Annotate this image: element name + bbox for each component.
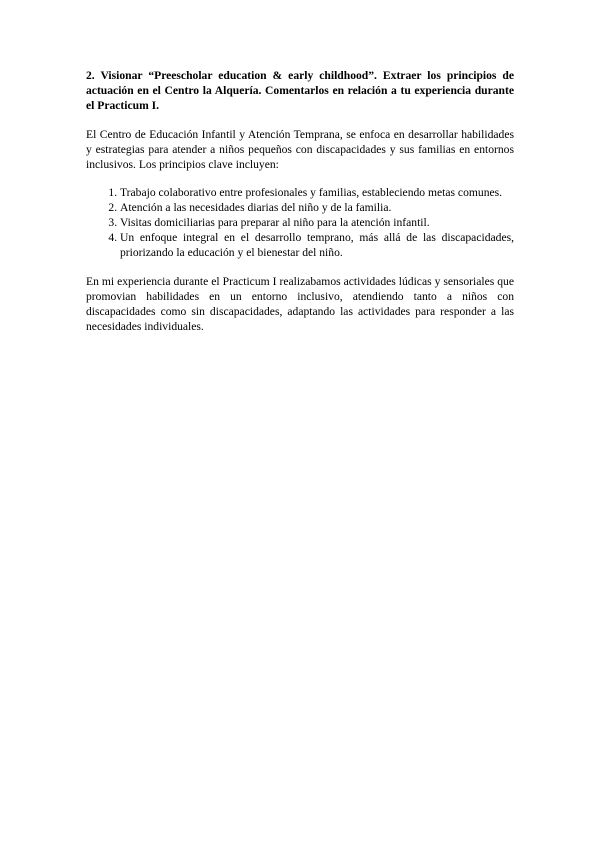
experience-paragraph: En mi experiencia durante el Practicum I realizabamos actividades lúdicas y sensoriales que promovian habilidades en un entorno inclusivo, atendiendo tanto a niños con discapacidades como sin discapacidades, adaptando las actividades para responder a las necesidades individuales. xyxy=(86,275,514,333)
list-item: 3. Visitas domiciliarias para preparar al niño para la atención infantil. xyxy=(120,215,514,230)
question-heading: 2. Visionar “Preescholar education & early childhood”. Extraer los principios de actuación en el Centro la Alquería. Comentarlos en relación a tu experiencia durante el Practicum I. xyxy=(86,69,514,112)
document-page xyxy=(86,68,514,347)
principles-list xyxy=(86,185,514,260)
list-item: 2. Atención a las necesidades diarias del niño y de la familia. xyxy=(120,200,514,215)
list-item: 4. Un enfoque integral en el desarrollo temprano, más allá de las discapacidades, priorizando la educación y el bienestar del niño. xyxy=(120,230,514,260)
intro-paragraph: El Centro de Educación Infantil y Atención Temprana, se enfoca en desarrollar habilidades y estrategias para atender a niños pequeños con discapacidades y sus familias en entornos inclusivos. Los principios clave incluyen: xyxy=(86,128,514,171)
list-item: 1. Trabajo colaborativo entre profesionales y familias, estableciendo metas comunes. xyxy=(120,185,514,200)
